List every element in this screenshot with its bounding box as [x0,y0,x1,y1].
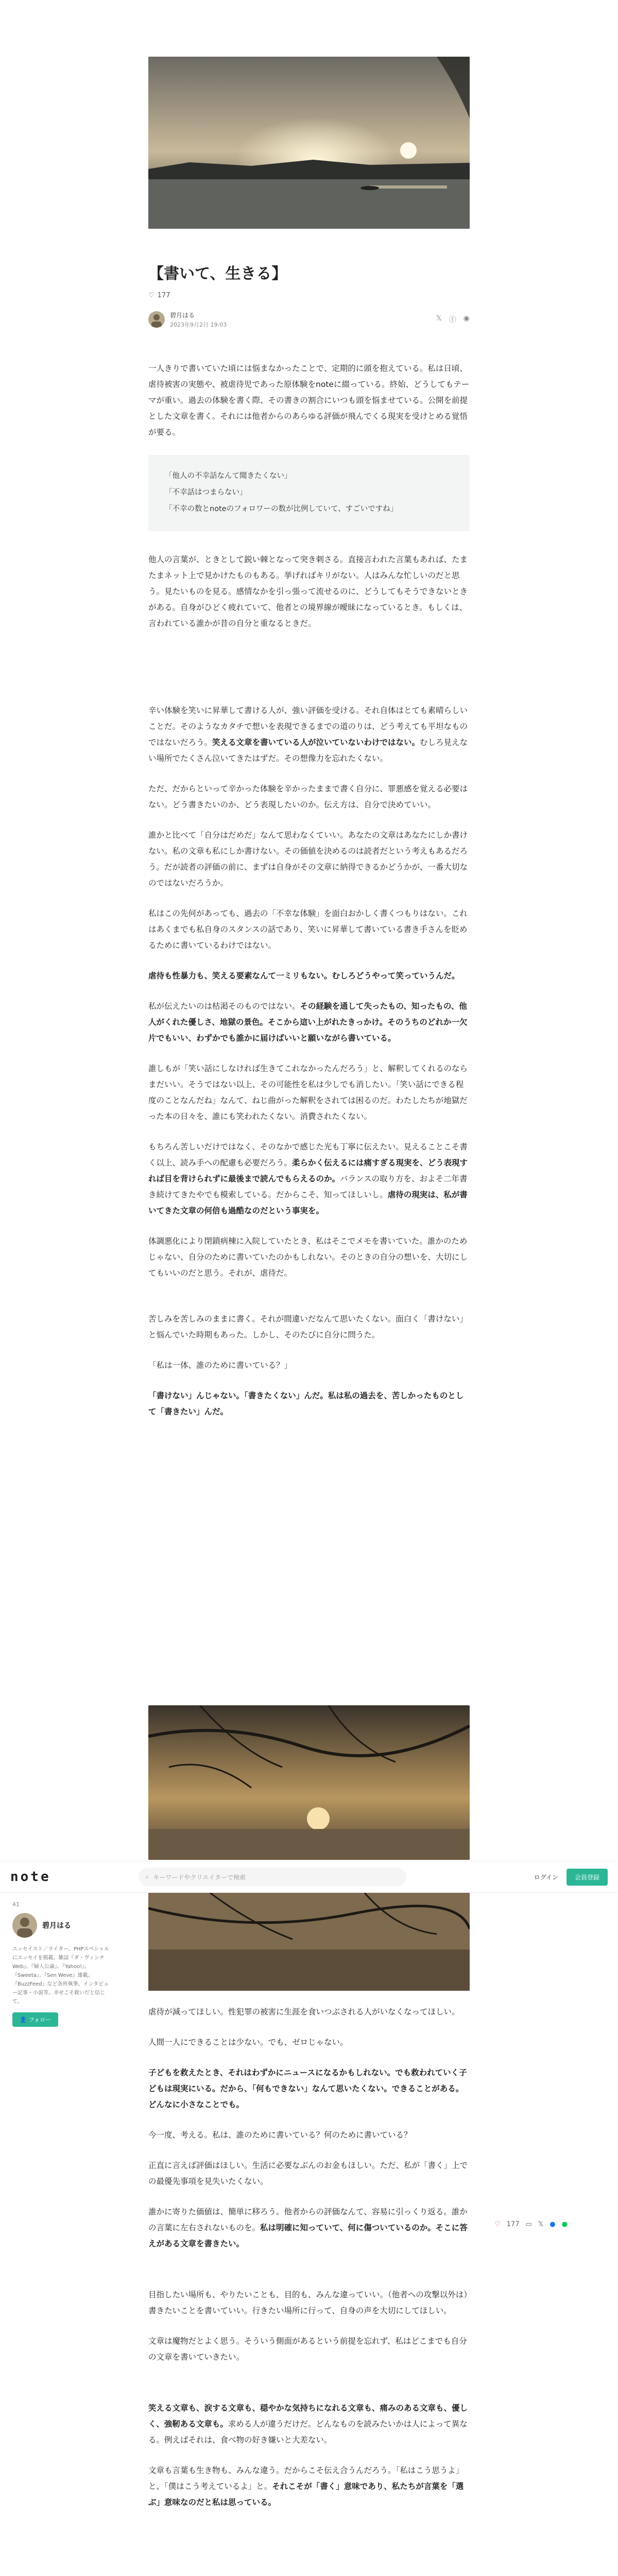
author-row [148,309,470,330]
sidebar-author-name[interactable]: 碧月はる [42,1922,71,1930]
article-image-continuation [148,1893,470,1991]
paragraph: 笑える文章も、涙する文章も、穏やかな気持ちになれる文章も、痛みのある文章も、優しく、強靭ある文章も。求める人が違うだけだ。どんなものを読みたいかは人によって異なる。例えばそれは、食べ物の好き嫌いと大差ない。 [148,2403,468,2445]
paragraph: もちろん苦しいだけではなく、そのなかで感じた光も丁寧に伝えたい。見えることこそ書く以上、読み手への配慮も必要だろう。柔らかく伝えるには痛すぎる現実を、どう表現すれば目を背けられずに最後まで読んでもらえるのか。バランスの取り方を、およそ二年書き続けてきたやでも模索している。だからこそ、知ってほしいし。虐待の現実は、私が書いてきた文章の何倍も過酷なのだという事実を。 [148,1142,468,1215]
article-image-sunset-tree [148,1705,470,1860]
like-count: 177 [157,292,170,299]
search-icon: ⌕ [145,1873,149,1880]
paragraph: 「私は一体、誰のために書いている？」 [148,1360,293,1370]
sidebar-avatar[interactable] [12,1913,37,1938]
float-comment-icon[interactable]: ▭ [525,2221,532,2228]
site-header [0,1861,618,1893]
login-link[interactable]: ログイン [534,1873,558,1881]
paragraph: 今一度、考える。私は、誰のために書いている？何のために書いている？ [148,2130,412,2140]
paragraph: 苦しみを苦しみのままに書く。それが間違いだなんて思いたくない。面白く「書けない」と悩んでいた時期もあった。しかし、そのたびに自分に問うた。 [148,1314,468,1340]
person-plus-icon: 👤 [20,2016,27,2023]
paragraph: 目指したい場所も、やりたいことも、目的も、みんな違っていい。（他者への攻撃以外は）書きたいことを書いていい。行きたい場所に行って、自身の声を大切にしてほしい。 [148,2290,468,2315]
paragraph: 私はこの先何があっても、過去の「不幸な体験」を面白おかしく書くつもりはない。これはあくまでも私自身のスタンスの話であり、笑いに昇華して書いている書き手さんを貶めるために書いているわけではない。 [148,908,468,950]
article-title: 【書いて、生きる】 [148,265,287,283]
paragraph: 子どもを救えたとき、それはわずかにニュースになるかもしれない。でも救われていく子どもは現実にいる。だから、「何もできない」なんて思いたくない。できることがある。どんなに小さなことでも。 [148,2068,467,2109]
paragraph: 虐待も性暴力も、笑える要素なんて一ミリもない。むしろどうやって笑っていうんだ。 [148,971,460,980]
x-share-icon[interactable]: 𝕏 [436,314,442,323]
quote-line: 「不幸話はつまらない」 [165,488,247,497]
paragraph: 私が伝えたいのは枯渇そのものではない。その経験を通して失ったもの、知ったもの、他人がくれた優しさ、地獄の景色。そこから這い上がれたきっかけ。そのうちのどれか一欠片でもいい、わずかでも誰かに届けばいいと願いながら書いている。 [148,1001,468,1043]
heart-icon[interactable]: ♡ [148,292,154,299]
article-body [148,361,470,1434]
float-like-count: 177 [506,2221,520,2228]
paragraph: 誰かに寄りた価値は、簡単に移ろう。他者からの評価なんて、容易に引っくり返る。誰かの言葉に左右されないものを。私は明確に知っていて、何に傷ついているのか。そこに答えがある文章を書きたい。 [148,2207,468,2248]
float-heart-icon[interactable]: ♡ [494,2221,501,2228]
sidebar-author [12,1901,110,2027]
paragraph: 体調悪化により閉鎖病棟に入院していたとき、私はそこでメモを書いていた。誰かのためじゃない、自分のために書いていたのかもしれない。そのときの自分の想いを、大切にしてもいいのだと思う。それが、虐待だ。 [148,1236,468,1278]
quote-line: 「他人の不幸話なんて聞きたくない」 [165,472,292,480]
search-input[interactable] [139,1868,406,1886]
paragraph: 誰かと比べて「自分はだめだ」なんて思わなくていい。あなたの文章はあなたにしか書けない。私の文章も私にしか書けない。その価値を決めるのは読者だという考えもあるだろう。だが読者の評価の前に、まずは自身がその文章に納得できるかどうかが、一番大切なのではないだろうか。 [148,830,468,888]
floating-action-bar [494,2221,568,2228]
likes-row [148,292,470,299]
float-x-icon[interactable]: 𝕏 [538,2221,544,2228]
paragraph: 他人の言葉が、ときとして鋭い棘となって突き刺さる。直接言われた言葉もあれば、たまたまネット上で見かけたものもある。挙げればキリがない。人はみんな忙しいのだと思う。見たいものを見る。感情なかを引っ張って流せるのに、どうしてもそうできないときがある。自身がひどく疲れていて、他者との境界線が曖昧になっているとき。もしくは、言われている誰かが昔の自分と重なるときだ。 [148,554,468,628]
facebook-share-icon[interactable]: ⓕ [449,316,456,324]
paragraph: 人間一人にできることは少ない。でも、ゼロじゃない。 [148,2038,348,2047]
publish-date: 2023年9月2日 19:03 [170,321,227,328]
signup-button[interactable]: 会員登録 [566,1869,608,1886]
note-logo[interactable]: note [10,1869,51,1885]
paragraph: 文章も言葉も生き物も、みんな違う。だからこそ伝え合うんだろう。「私はこう思うよ」と、「僕はこう考えているよ」と。それこそが「書く」意味であり、私たちが言葉を「選ぶ」意味なのだと私は思っている。 [148,2466,464,2507]
author-avatar[interactable] [148,311,165,328]
author-name[interactable]: 碧月はる [170,311,195,319]
line-share-icon[interactable]: ◉ [463,314,470,323]
sidebar-bio: エッセイスト／ライター。PHPスペシャルにエッセイを掲載。雑誌『ダ・ヴィンチ Web』、『婦人公論』、『Yahoo!』、『Sweeta』、『Sen Weve』連載。『BuzzFeed』など各所執筆。インタビュー記事・小説等。幸せこそ救いだと信じて。 [12,1946,110,2005]
paragraph: ただ、だからといって辛かった体験を辛かったままで書く自分に、罪悪感を覚える必要はない。どう書きたいのか、どう表現したいのか。伝え方は、自分で決めていい。 [148,784,468,809]
hero-image [148,57,470,229]
paragraph: 正直に言えば評価はほしい。生活に必要なぶんのお金もほしい。ただ、私が「書く」上での最優先事項を見失いたくない。 [148,2161,468,2186]
float-line-icon[interactable]: ● [561,2221,568,2228]
paragraph: 一人きりで書いていた頃には悩まなかったことで、定期的に頭を抱えている。私は日頃、虐待被害の実態や、被虐待児であった原体験をnoteに綴っている。終始、どうしてもテーマが重い。過去の体験を書く際、その書きの割合にいつも頭を悩ませている。公開を前提とした文章を書く。それには他者からのあらゆる評価が飛んでくる現実を受けとめる覚悟が要る。 [148,364,470,437]
paragraph: 辛い体験を笑いに昇華して書ける人が、強い評価を受ける。それ自体はとても素晴らしいことだ。そのようなカタチで想いを表現できるまでの道のりは、どう考えても平坦なものではないだろう。笑える文章を書いている人が泣いていないわけではない。むしろ見えない場所でたくさん泣いてきたはずだ。その想像力を忘れたくない。 [148,705,468,763]
paragraph: 誰しもが「笑い話にしなければ生きてこれなかったんだろう」と、解釈してくれるのならまだいい。そうではない以上、その可能性を私は少しでも消したい。「笑い話にできる程度のことなんだね」なんて、ねじ曲がった解釈をされては困るのだ。わたしたちが地獄だった本の日々を、誰にも笑われたくない。消費されたくない。 [148,1063,468,1121]
sidebar-count: 41 [12,1901,20,1908]
paragraph: 「書けない」んじゃない。「書きたくない」んだ。私は私の過去を、苦しかったものとして「書きたい」んだ。 [148,1391,464,1416]
quote-block [148,455,470,531]
paragraph: 文章は魔物だとよく思う。そういう側面があるという前提を忘れず、私はどこまでも自分の文章を書いていきたい。 [148,2336,467,2362]
search-placeholder: キーワードやクリエイターで検索 [153,1873,246,1881]
float-facebook-icon[interactable]: ● [550,2221,556,2228]
quote-line: 「不幸の数とnoteのフォロワーの数が比例していて、すごいですね」 [165,504,398,513]
paragraph: 虐待が減ってほしい。性犯罪の被害に生涯を食いつぶされる人がいなくなってほしい。 [148,2007,460,2016]
sidebar-follow-button[interactable]: 👤 フォロー [12,2012,58,2027]
article-body-continued [148,2004,470,2525]
